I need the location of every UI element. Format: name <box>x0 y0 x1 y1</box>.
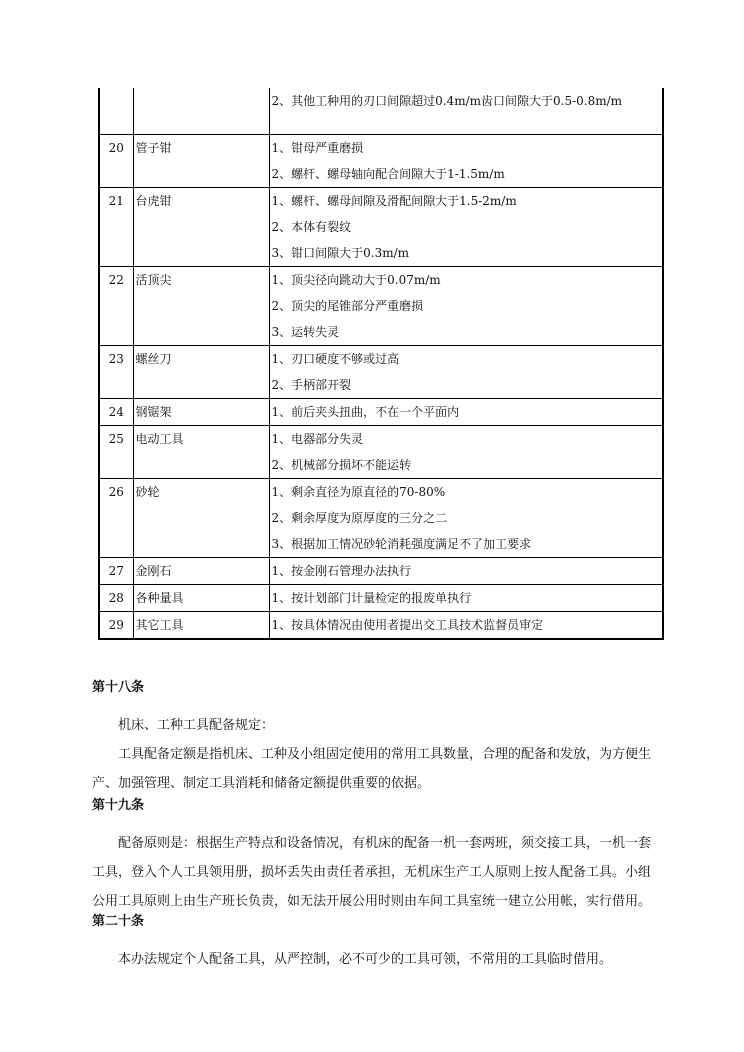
row-number: 27 <box>99 558 133 585</box>
scrap-criteria <box>269 612 663 640</box>
criteria-line: 2、螺杆、螺母轴向配合间隙大于1-1.5m/m <box>271 167 505 181</box>
table-row <box>99 346 663 399</box>
article-20 <box>92 910 662 974</box>
table-row <box>99 188 663 267</box>
row-number: 24 <box>99 399 133 426</box>
tool-name: 钢锯架 <box>133 399 269 426</box>
scrap-criteria <box>269 479 663 558</box>
tool-name: 螺丝刀 <box>133 346 269 399</box>
table-row <box>99 612 663 640</box>
table-row <box>99 135 663 188</box>
row-number: 23 <box>99 346 133 399</box>
criteria-line: 2、手柄部开裂 <box>271 378 352 392</box>
tool-name: 管子钳 <box>133 135 269 188</box>
criteria-line: 3、钳口间隙大于0.3m/m <box>271 246 410 260</box>
article-18-heading: 第十八条 <box>92 680 145 695</box>
tool-name: 其它工具 <box>133 612 269 640</box>
scrap-criteria <box>269 585 663 612</box>
criteria-line: 2、机械部分损坏不能运转 <box>271 458 412 472</box>
criteria-line: 2、本体有裂纹 <box>271 220 352 234</box>
article-18-paragraph-1: 机床、工种工具配备规定： <box>118 718 275 733</box>
article-20-heading: 第二十条 <box>92 914 145 929</box>
row-number: 28 <box>99 585 133 612</box>
article-18 <box>92 676 662 798</box>
criteria-line: 1、钳母严重磨损 <box>271 141 364 155</box>
criteria-line: 1、刃口硬度不够或过高 <box>271 352 400 366</box>
criteria-line: 1、按金刚石管理办法执行 <box>271 564 412 578</box>
row-number: 26 <box>99 479 133 558</box>
criteria-line: 3、运转失灵 <box>271 325 340 339</box>
table-row <box>99 399 663 426</box>
criteria-line: 1、螺杆、螺母间隙及滑配间隙大于1.5-2m/m <box>271 194 517 208</box>
criteria-line: 2、其他工种用的刃口间隙超过0.4m/m齿口间隙大于0.5-0.8m/m <box>271 94 623 108</box>
article-18-paragraph-2: 工具配备定额是指机床、工种及小组固定使用的常用工具数量，合理的配备和发放，为方便生产、加强管理、制定工具消耗和储备定额提供重要的依据。 <box>92 747 652 791</box>
article-19 <box>92 794 662 916</box>
scrap-criteria <box>269 426 663 479</box>
article-20-paragraph-1: 本办法规定个人配备工具，从严控制，必不可少的工具可领，不常用的工具临时借用。 <box>118 952 613 967</box>
criteria-line: 2、剩余厚度为原厚度的三分之二 <box>271 511 448 525</box>
table-row <box>99 585 663 612</box>
tool-name: 电动工具 <box>133 426 269 479</box>
row-number: 22 <box>99 267 133 346</box>
criteria-line: 1、顶尖径向跳动大于0.07m/m <box>271 273 441 287</box>
article-19-paragraph-1: 配备原则是：根据生产特点和设备情况，有机床的配备一机一套两班，须交接工具，一机一套工具，登入个人工具领用册，损坏丢失由责任者承担，无机床生产工人原则上按人配备工具。小组公用工具原则上由生产班长负责，如无法开展公用时则由车间工具室统一建立公用帐，实行借用。 <box>92 836 652 909</box>
tool-name: 砂轮 <box>133 479 269 558</box>
tool-name: 金刚石 <box>133 558 269 585</box>
table-row <box>99 426 663 479</box>
table-row <box>99 267 663 346</box>
table-row <box>99 479 663 558</box>
scrap-criteria <box>269 399 663 426</box>
tool-name <box>133 88 269 135</box>
row-number <box>99 88 133 135</box>
criteria-line: 2、顶尖的尾锥部分严重磨损 <box>271 299 424 313</box>
table-row <box>99 88 663 135</box>
scrap-criteria <box>269 267 663 346</box>
scrap-criteria <box>269 135 663 188</box>
scrap-criteria <box>269 88 663 135</box>
tool-name: 活顶尖 <box>133 267 269 346</box>
tool-name: 台虎钳 <box>133 188 269 267</box>
table-row <box>99 558 663 585</box>
scrap-criteria <box>269 188 663 267</box>
tool-name: 各种量具 <box>133 585 269 612</box>
row-number: 20 <box>99 135 133 188</box>
criteria-line: 1、按具体情况由使用者提出交工具技术监督员审定 <box>271 618 544 632</box>
row-number: 21 <box>99 188 133 267</box>
article-19-heading: 第十九条 <box>92 798 145 813</box>
criteria-line: 1、前后夹头扭曲，不在一个平面内 <box>271 405 460 419</box>
row-number: 29 <box>99 612 133 640</box>
scrap-criteria <box>269 346 663 399</box>
criteria-line: 1、电器部分失灵 <box>271 432 364 446</box>
table-body <box>99 88 663 639</box>
scrap-criteria <box>269 558 663 585</box>
criteria-line: 1、剩余直径为原直径的70-80% <box>271 485 446 499</box>
row-number: 25 <box>99 426 133 479</box>
tool-scrap-standards-table <box>98 88 664 640</box>
criteria-line: 1、按计划部门计量检定的报废单执行 <box>271 591 472 605</box>
criteria-line: 3、根据加工情况砂轮消耗强度满足不了加工要求 <box>271 537 532 551</box>
